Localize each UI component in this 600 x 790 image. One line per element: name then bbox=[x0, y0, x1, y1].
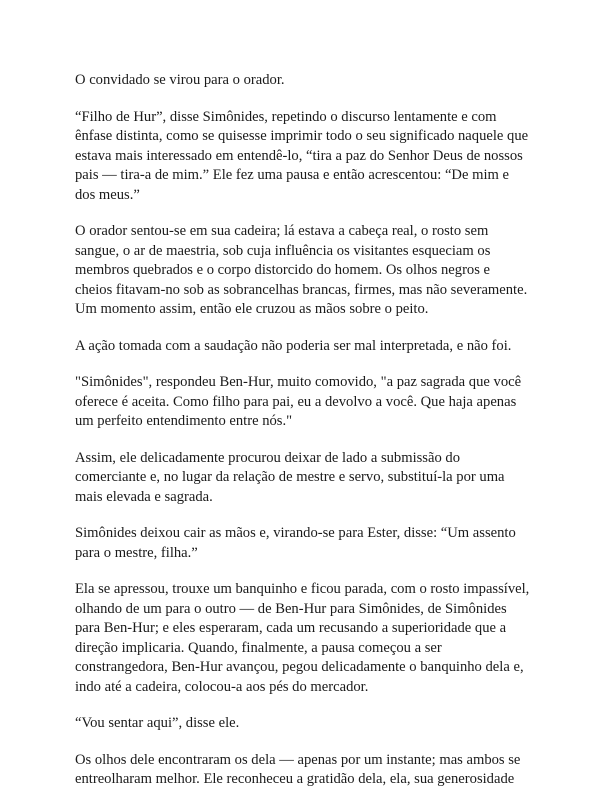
paragraph: “Filho de Hur”, disse Simônides, repetindo o discurso lentamente e com ênfase distinta, como se quisesse imprimir todo o seu significado naquele que estava mais interessado em entendê-lo, “tira a paz do Senhor Deus de nossos pais — tira-a de mim.” Ele fez uma pausa e então acrescentou: “De mim e dos meus.” bbox=[75, 108, 529, 203]
paragraph: “Vou sentar aqui”, disse ele. bbox=[75, 715, 240, 731]
paragraph: A ação tomada com a saudação não poderia ser mal interpretada, e não foi. bbox=[75, 337, 512, 354]
document-body bbox=[75, 71, 530, 790]
paragraph: O convidado se virou para o orador. bbox=[75, 72, 285, 88]
paragraph: O orador sentou-se em sua cadeira; lá estava a cabeça real, o rosto sem sangue, o ar de maestria, sob cuja influência os visitantes esqueciam os membros quebrados e o corpo distorcido do homem. Os olhos negros e cheios fitavam-no sob as sobrancelhas brancas, firmes, mas não severamente. Um momento assim, então ele cruzou as mãos sobre o peito. bbox=[75, 223, 528, 317]
paragraph: Ela se apressou, trouxe um banquinho e ficou parada, com o rosto impassível, olhando de um para o outro — de Ben-Hur para Simônides, de Simônides para Ben-Hur; e eles esperaram, cada um recusando a superioridade que a direção implicaria. Quando, finalmente, a pausa começou a ser constrangedora, Ben-Hur avançou, pegou delicadamente o banquinho dela e, indo até a cadeira, colocou-a aos pés do mercador. bbox=[75, 581, 530, 695]
paragraph: "Simônides", respondeu Ben-Hur, muito comovido, "a paz sagrada que você oferece é aceita. Como filho para pai, eu a devolvo a você. Que haja apenas um perfeito entendimento entre nós." bbox=[75, 374, 522, 429]
paragraph: Os olhos dele encontraram os dela — apenas por um instante; mas ambos se entreolharam melhor. Ele reconheceu a gratidão dela, ela, sua generosidade bbox=[75, 751, 521, 787]
paragraph: Simônides deixou cair as mãos e, virando-se para Ester, disse: “Um assento para o mestre, filha.” bbox=[75, 525, 516, 561]
paragraph: Assim, ele delicadamente procurou deixar de lado a submissão do comerciante e, no lugar da relação de mestre e servo, substituí-la por uma mais elevada e sagrada. bbox=[75, 449, 505, 505]
